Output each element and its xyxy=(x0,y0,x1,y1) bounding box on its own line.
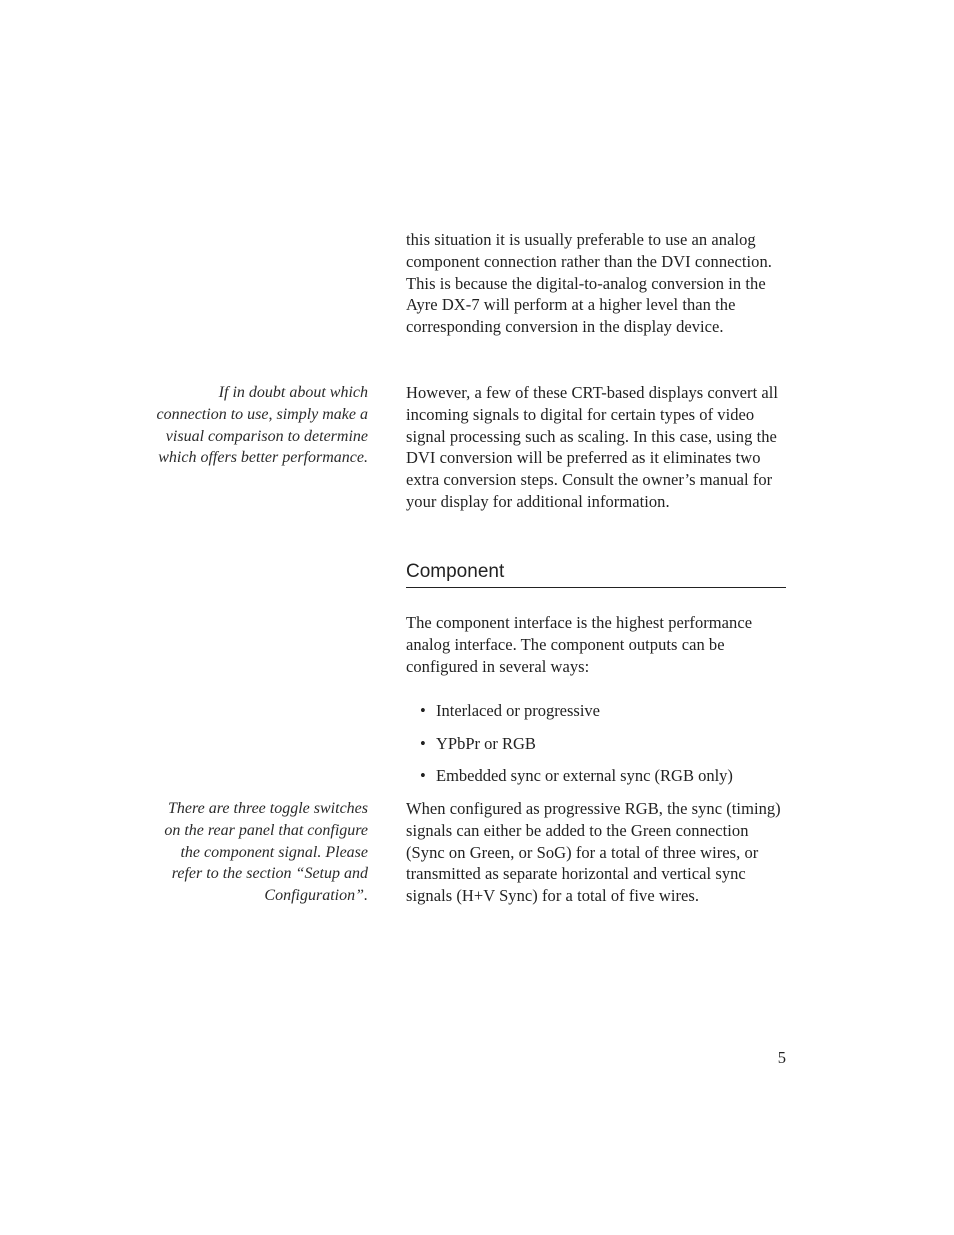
body-paragraph-progressive-rgb: When configured as progressive RGB, the sync (timing) signals can either be added to the Green connection (Sync on Green, or SoG) for a total of three wires, or transmitted as separate horizontal and vertical sync signals (H+V Sync) for a total of five wires. xyxy=(406,799,781,906)
list-item xyxy=(420,700,788,722)
bullet-icon: • xyxy=(420,766,426,785)
bullet-icon: • xyxy=(420,701,426,720)
list-item xyxy=(420,765,788,787)
section-heading-component: Component xyxy=(406,559,786,588)
body-paragraph-component-interface: The component interface is the highest performance analog interface. The component outputs can be configured in several ways: xyxy=(406,613,753,676)
body-paragraph-analog-preference: this situation it is usually preferable to use an analog component connection rather than the DVI connection. This is because the digital-to-analog conversion in the Ayre DX-7 will perform at a higher level than the corresponding conversion in the display device. xyxy=(406,230,772,337)
list-item xyxy=(420,733,788,755)
margin-note-toggle-switches: There are three toggle switches on the rear panel that configure the component signal. Please refer to the section “Setup and Configuration”. xyxy=(164,800,368,905)
margin-note-visual-comparison: If in doubt about which connection to use, simply make a visual comparison to determine which offers better performance. xyxy=(156,384,368,467)
list-item-text: YPbPr or RGB xyxy=(436,733,536,753)
list-item-text: Interlaced or progressive xyxy=(436,701,601,720)
list-item-text: Embedded sync or external sync (RGB only) xyxy=(436,766,733,785)
bullet-icon: • xyxy=(420,733,426,753)
body-paragraph-crt-displays: However, a few of these CRT-based displays convert all incoming signals to digital for certain types of video signal processing such as scaling. In this case, using the DVI conversion will be preferred as it eliminates two extra conversion steps. Consult the owner’s manual for your display for additional information. xyxy=(406,383,779,511)
configuration-options-list xyxy=(420,700,788,798)
page-number: 5 xyxy=(777,1048,786,1067)
